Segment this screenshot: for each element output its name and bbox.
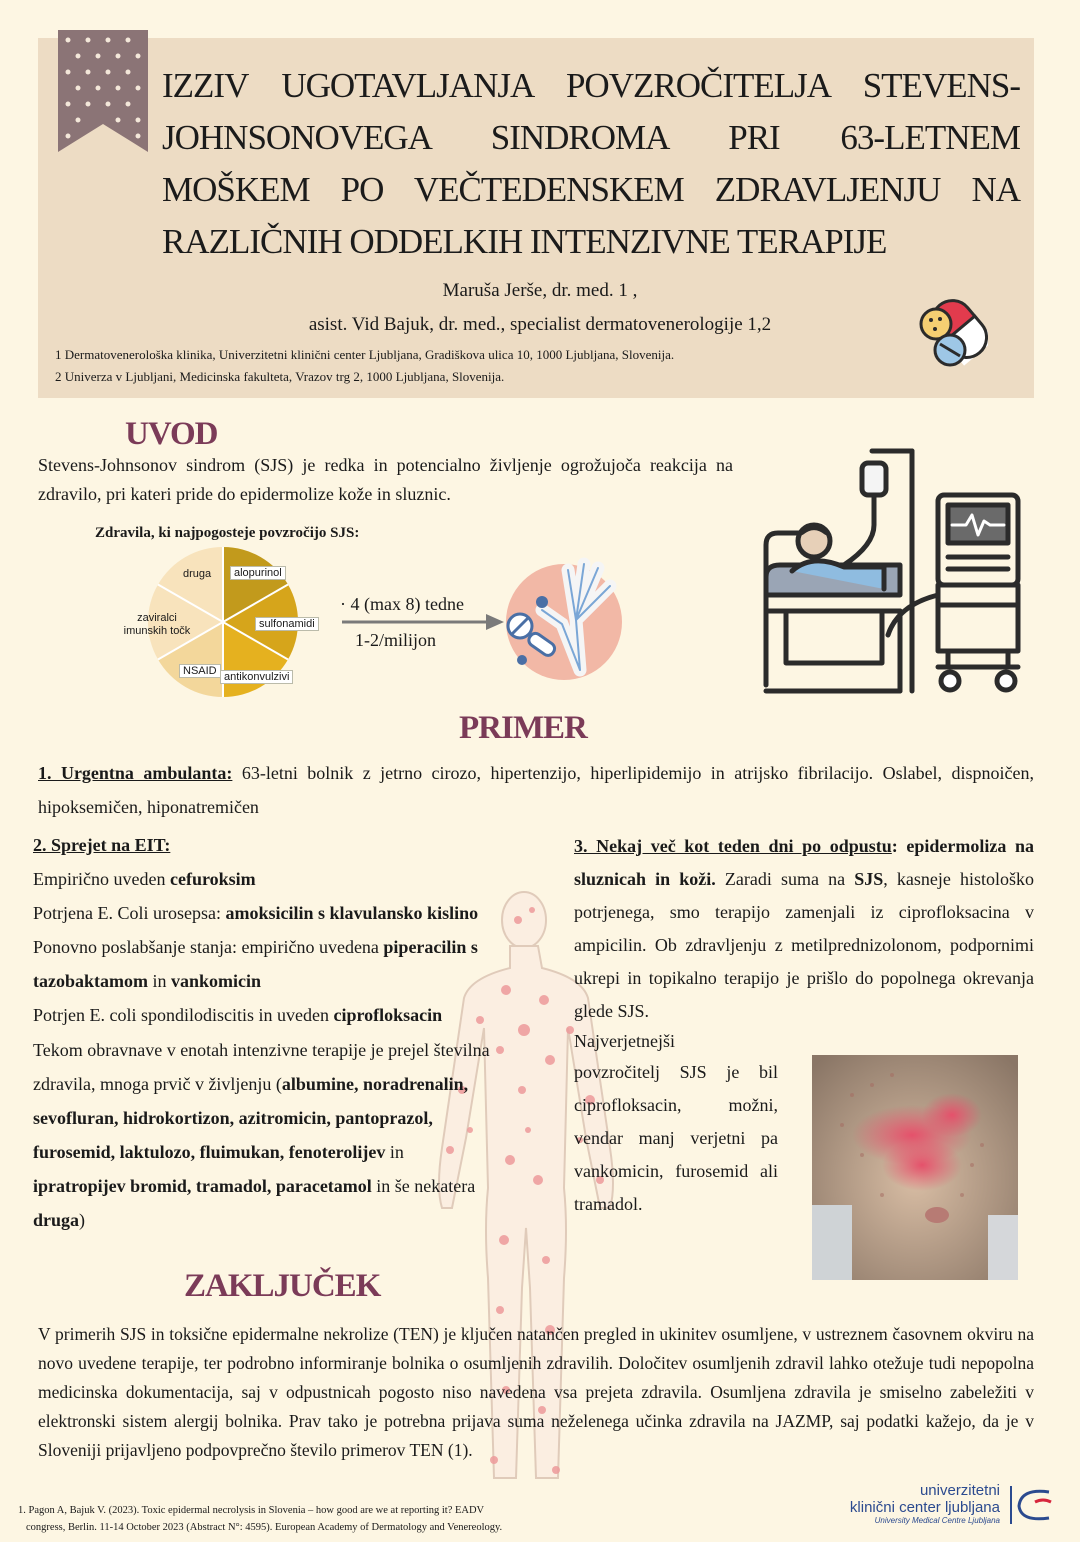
ukc-logo-text	[820, 1482, 1000, 1525]
p4-first-line: Najverjetnejši	[574, 1031, 675, 1051]
p2-label: 2. Sprejet na EIT:	[33, 835, 171, 855]
p2-line: Ponovno poslabšanje stanja: empirično uvedena	[33, 937, 384, 958]
author-2: asist. Vid Bajuk, dr. med., specialist dermatovenerologije 1,2	[308, 314, 772, 335]
drug-name: cefuroksim	[169, 869, 256, 890]
arrow-icon	[340, 612, 506, 632]
title-line: JOHNSONOVEGA SINDROMA PRI 63-LETNEM	[162, 118, 1020, 157]
affiliation-1: 1 Dermatovenerološka klinika, Univerzitetni klinični center Ljubljana, Gradiškova ulica 10, 1000 Ljubljana, Slovenija.	[55, 347, 675, 362]
drug-name: piperacilin s	[383, 937, 478, 958]
ukc-logo-icon	[1005, 1482, 1057, 1528]
p3-label: 3. Nekaj več kot teden dni po odpustu	[574, 836, 892, 856]
pie-label-druga: druga	[183, 568, 212, 580]
author-1: Maruša Jerše, dr. med. 1 ,	[442, 280, 638, 301]
drug-name: tazobaktamom	[33, 971, 148, 992]
zakljucek-heading: ZAKLJUČEK	[184, 1268, 381, 1304]
primer-p3	[574, 830, 1034, 1028]
logo-line: University Medical Centre Ljubljana	[874, 1516, 1000, 1525]
drug-list: ipratropijev bromid, tramadol, paracetamol	[33, 1175, 372, 1196]
drug-name: amoksicilin s klavulansko kislino	[225, 903, 479, 924]
p3-sjs: SJS	[854, 869, 884, 889]
skin-lesion-photo	[812, 1055, 1018, 1280]
reference-line: 1. Pagon A, Bajuk V. (2023). Toxic epidermal necrolysis in Slovenia – how good are we at reporting it? EADV	[18, 1505, 485, 1516]
zakljucek-text: V primerih SJS in toksične epidermalne nekrolize (TEN) je ključen natančen pregled in ukinitev osumljene, v ustreznem časovnem okviru na novo uvedene terapije, ter podrobno informiranje bolnika o osumljenih zdravilih. Določitev osumljenih zdravil lahko otežuje tudi nepopolna medicinska dokumentacija, saj v odpustnicah pogosto niso navedena vsa prejeta zdravila. Osumljena zdravila je smiselno zabeležiti v elektronski sistem alergij bolnika. Prav tako je potrebna prijava suma neželenega učinka zdravila na JAZMP, saj podatki kažejo, da je v Sloveniji prijavljeno podpovprečno število primerov TEN (1).	[38, 1324, 1034, 1460]
p1-text: 63-letni bolnik z jetrno cirozo, hipertenzijo, hiperlipidemijo in atrijsko fibrilacijo. Oslabel, dispnoičen, hipoksemičen, hiponatremičen	[38, 763, 1034, 817]
drug-list: furosemid, laktulozo, fluimukan, fenoterolijev	[33, 1141, 386, 1162]
p2-line: Empirično uveden	[33, 869, 170, 890]
reference	[18, 1502, 578, 1536]
p2-line: )	[79, 1210, 86, 1231]
primer-p1	[38, 756, 1034, 824]
affiliation-2: 2 Univerza v Ljubljani, Medicinska fakulteta, Vrazov trg 2, 1000 Ljubljana, Slovenija.	[55, 369, 505, 384]
title-line: IZZIV UGOTAVLJANJA POVZROČITELJA STEVENS-	[162, 66, 1020, 105]
p2-line: in	[385, 1141, 404, 1162]
p3-bold: epidermoliza na sluznicah in koži.	[574, 836, 1034, 889]
reference-line: congress, Berlin. 11-14 October 2023 (Abstract N°: 4595). European Academy of Dermatology and Venereology.	[26, 1522, 503, 1533]
skin-reaction-hand-icon	[502, 550, 642, 680]
drug-name: ciprofloksacin	[333, 1005, 443, 1026]
arrow-label-weeks: · 4 (max 8) tedne	[340, 594, 464, 614]
logo-line: klinični center ljubljana	[849, 1499, 1000, 1516]
uvod-heading: UVOD	[125, 416, 218, 452]
uvod-text: Stevens-Johnsonov sindrom (SJS) je redka in potencialno življenje ogrožujoča reakcija na zdravilo, pri kateri pride do epidermolize kože in sluznic.	[38, 455, 733, 504]
pie-label-sulfonamidi: sulfonamidi	[255, 617, 319, 631]
p3-text: Zaradi suma na	[715, 869, 855, 889]
drug-list: sevofluran, hidrokortizon, azitromicin, pantoprazol,	[33, 1107, 433, 1128]
pie-label-zaviralci: zaviralci imunskih točk	[123, 612, 191, 637]
arrow-label-incidence: 1-2/milijon	[355, 630, 436, 650]
poster-title	[162, 60, 1020, 268]
icu-patient-icon	[752, 445, 1022, 707]
drug-list: albumine, noradrenalin,	[281, 1073, 469, 1094]
p2-line: in	[148, 971, 172, 992]
p1-label: 1. Urgentna ambulanta:	[38, 763, 233, 783]
p2-line: in še nekatera	[371, 1175, 476, 1196]
p2-line: Tekom obravnave v enotah intenzivne terapije je prejel številna	[33, 1039, 490, 1060]
pills-icon	[916, 292, 988, 372]
p3-text: , kasneje histološko potrjenega, smo terapijo zamenjali iz ciprofloksacina v ampicilin. Ob zdravljenju z metilprednizolonom, podpornimi ukrepi in topikalno terapijo je prišlo do popolnega okrevanja glede SJS.	[574, 869, 1034, 1021]
p3-colon: :	[891, 836, 907, 856]
logo-line: univerzitetni	[919, 1482, 1000, 1499]
drugs-title: Zdravila, ki najpogosteje povzročijo SJS:	[95, 525, 360, 541]
p2-line: zdravila, mnoga prvič v življenju (	[33, 1073, 282, 1094]
pie-label-antikonvulzivi: antikonvulzivi	[220, 670, 293, 684]
p2-line: Potrjena E. Coli urosepsa:	[33, 903, 226, 924]
p4-text: povzročitelj SJS je bil ciprofloksacin, možni, vendar manj verjetni pa vankomicin, furosemid ali tramadol.	[574, 1062, 778, 1214]
pie-label-nsaid: NSAID	[179, 664, 221, 678]
ribbon-bookmark-icon	[58, 30, 148, 155]
primer-p2	[33, 828, 543, 1237]
title-line: RAZLIČNIH ODDELKIH INTENZIVNE TERAPIJE	[162, 222, 887, 261]
drug-list: druga	[33, 1210, 80, 1231]
primer-heading: PRIMER	[459, 710, 587, 746]
title-line: MOŠKEM PO VEČTEDENSKEM ZDRAVLJENJU NA	[162, 170, 1020, 209]
pie-label-alopurinol: alopurinol	[230, 566, 286, 580]
drug-name: vankomicin	[171, 971, 262, 992]
p2-line: Potrjen E. coli spondilodiscitis in uveden	[33, 1005, 334, 1026]
